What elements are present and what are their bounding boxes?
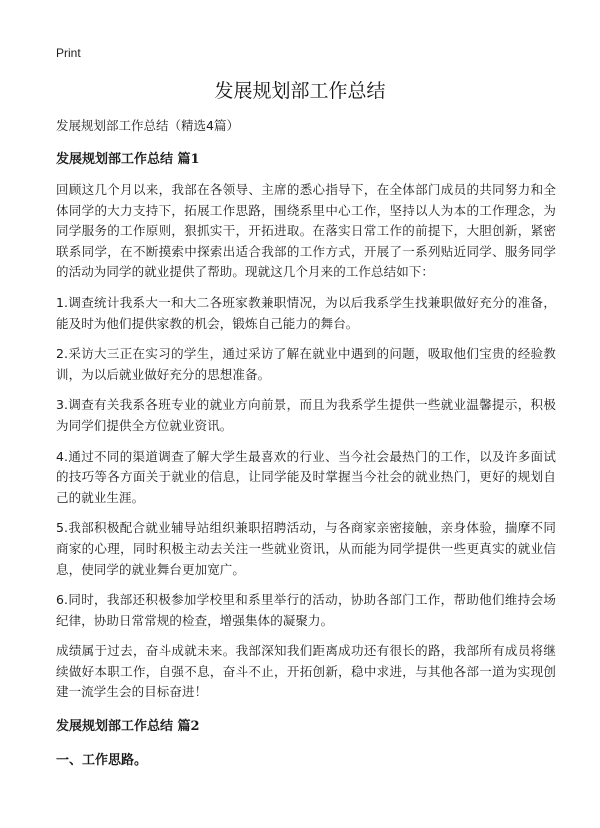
paragraph: 6.同时，我部还积极参加学校里和系里举行的活动，协助各部门工作，帮助他们维持会场纪律，协助日常常规的检查，增强集体的凝聚力。 (56, 592, 556, 628)
paragraph: 成绩属于过去，奋斗成就未来。我部深知我们距离成功还有很长的路，我部所有成员将继续做好本职工作，自强不息，奋斗不止，开拓创新，稳中求进，与其他各部一道为实现创建一流学生会的目标奋进！ (56, 643, 556, 700)
document-subtitle: 发展规划部工作总结（精选4篇） (56, 118, 239, 133)
print-link[interactable]: Print (56, 46, 81, 60)
document-title: 发展规划部工作总结 (214, 80, 386, 102)
paragraph: 3.调查有关我系各班专业的就业方向前景，而且为我系学生提供一些就业温馨提示，积极为同学们提供全方位就业资讯。 (56, 397, 556, 433)
paragraph: 4.通过不同的渠道调查了解大学生最喜欢的行业、当今社会最热门的工作，以及许多面试的技巧等各方面关于就业的信息，让同学能及时掌握当今社会的就业热门，更好的规划自己的就业生涯。 (56, 448, 556, 505)
section-heading: 发展规划部工作总结 篇1 (56, 152, 200, 167)
paragraph: 2.采访大三正在实习的学生，通过采访了解在就业中遇到的问题，吸取他们宝贵的经验教训，为以后就业做好充分的思想准备。 (56, 346, 556, 382)
paragraph: 5.我部积极配合就业辅导站组织兼职招聘活动，与各商家亲密接触，亲身体验，揣摩不同商家的心理，同时积极主动去关注一些就业资讯，从而能为同学提供一些更真实的就业信息，使同学的就业舞台更加宽广。 (56, 520, 556, 577)
document-body (56, 116, 556, 771)
paragraph: 1.调查统计我系大一和大二各班家教兼职情况，为以后我系学生找兼职做好充分的准备，能及时为他们提供家教的机会，锻炼自己能力的舞台。 (56, 294, 556, 331)
subsection-heading: 一、工作思路。 (56, 753, 148, 769)
paragraph: 回顾这几个月以来，我部在各领导、主席的悉心指导下，在全体部门成员的共同努力和全体同学的大力支持下，拓展工作思路，围绕系里中心工作，坚持以人为本的工作理念，为同学服务的工作原则，狠抓实干，开拓进取。在落实日常工作的前提下，大胆创新，紧密联系同学，在不断摸索中探索出适合我部的工作方式，开展了一系列贴近同学、服务同学的活动为同学的就业提供了帮助。现就这几个月来的工作总结如下： (56, 182, 556, 280)
section-heading: 发展规划部工作总结 篇2 (56, 719, 200, 735)
